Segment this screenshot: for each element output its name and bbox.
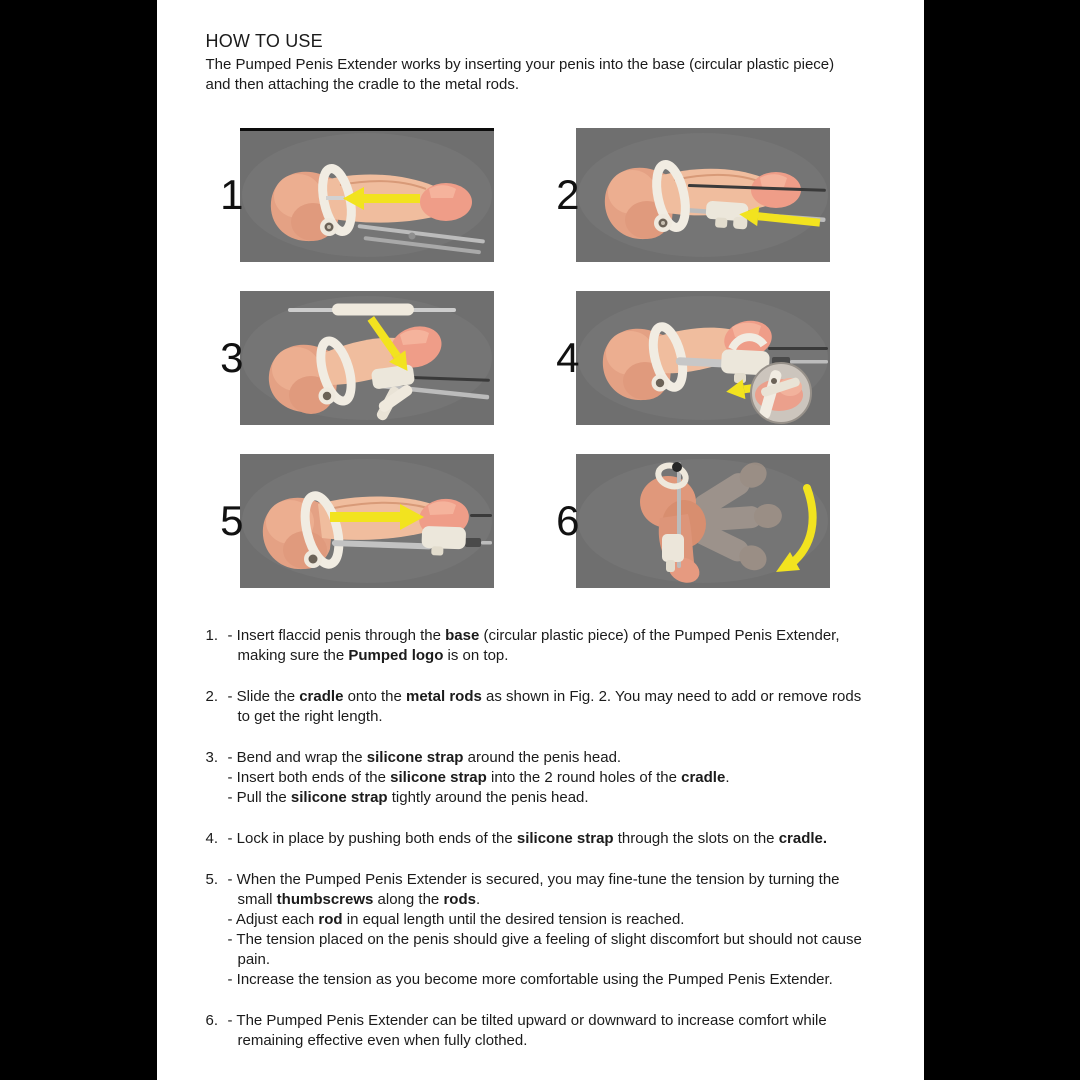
text-run: tightly around the penis head. — [387, 789, 589, 806]
bold-term: silicone strap — [516, 830, 614, 847]
text-run: into the 2 round holes of the — [486, 769, 682, 786]
instruction-bullets — [228, 829, 878, 849]
bold-term: silicone strap — [366, 749, 464, 766]
instructions-list — [206, 626, 924, 1051]
bullet-dash: - — [227, 931, 237, 948]
instruction-number: 2. — [205, 688, 219, 705]
bullet-dash: - — [227, 749, 237, 766]
instruction-bullets — [228, 687, 878, 727]
bullet-dash: - — [227, 1012, 237, 1029]
bold-term: silicone strap — [290, 789, 388, 806]
bold-term: cradle. — [778, 830, 828, 847]
figure-4-number: 4 — [556, 334, 580, 381]
bullet-dash: - — [227, 789, 237, 806]
instruction-bullets — [228, 748, 878, 808]
instruction-item — [206, 687, 924, 727]
figure-5 — [200, 454, 494, 588]
text-run: through the slots on the — [613, 830, 779, 847]
figure-5-illustration — [240, 454, 494, 588]
detail-inset — [751, 363, 811, 423]
instruction-bullet — [228, 626, 878, 666]
text-run: Insert both ends of the — [236, 769, 391, 786]
instruction-number: 5. — [205, 871, 219, 888]
text-run: as shown in Fig. 2. You may need to add or remove rods to get the right length. — [237, 688, 862, 725]
instruction-bullet — [228, 748, 878, 768]
instruction-bullet — [228, 768, 878, 788]
text-run: (circular plastic piece) of the Pumped Penis Extender, making sure the — [237, 627, 840, 664]
bold-term: thumbscrews — [276, 891, 374, 908]
instruction-item — [206, 626, 924, 666]
instruction-bullet — [228, 970, 878, 990]
text-run: Increase the tension as you become more comfortable using the Pumped Penis Extender. — [236, 971, 833, 988]
figure-1 — [200, 128, 494, 262]
figure-row-1 — [200, 128, 924, 262]
text-run: Lock in place by pushing both ends of the — [236, 830, 517, 847]
figure-row-2 — [200, 291, 924, 425]
bold-term: Pumped logo — [348, 647, 444, 664]
figure-3 — [200, 291, 494, 425]
text-run: Slide the — [236, 688, 300, 705]
text-run: onto the — [343, 688, 406, 705]
text-run: Insert flaccid penis through the — [236, 627, 446, 644]
text-run: along the — [373, 891, 444, 908]
instruction-bullet — [228, 930, 878, 970]
bold-term: cradle — [299, 688, 344, 705]
figure-2 — [536, 128, 830, 262]
bold-term: metal rods — [405, 688, 482, 705]
intro-text: The Pumped Penis Extender works by inserting your penis into the base (circular plastic piece) and then attaching the cradle to the metal rods. — [205, 56, 835, 93]
instruction-bullet — [228, 870, 878, 910]
bold-term: cradle — [681, 769, 726, 786]
bold-term: base — [445, 627, 480, 644]
instruction-item — [206, 829, 924, 849]
instruction-bullets — [228, 870, 878, 990]
text-run: is on top. — [443, 647, 509, 664]
text-run: . — [475, 891, 481, 908]
bullet-dash: - — [227, 688, 237, 705]
instruction-number: 1. — [205, 627, 219, 644]
text-run: Bend and wrap the — [236, 749, 367, 766]
instruction-item — [206, 748, 924, 808]
text-run: . — [725, 769, 730, 786]
figure-6-illustration — [576, 454, 830, 588]
bullet-dash: - — [227, 627, 237, 644]
text-run: The Pumped Penis Extender can be tilted upward or downward to increase comfort while remaining effective even when fully clothed. — [236, 1012, 827, 1049]
instruction-bullet — [228, 910, 878, 930]
figure-4-illustration — [576, 291, 830, 425]
instruction-bullets — [228, 1011, 878, 1051]
text-run: around the penis head. — [463, 749, 622, 766]
bullet-dash: - — [227, 871, 237, 888]
figure-3-number: 3 — [220, 334, 244, 381]
page-title: HOW TO USE — [205, 31, 323, 51]
figure-4 — [536, 291, 830, 425]
instruction-number: 6. — [205, 1012, 219, 1029]
instruction-bullets — [228, 626, 878, 666]
figure-6-number: 6 — [556, 497, 580, 544]
bullet-dash: - — [227, 911, 236, 928]
figure-row-3 — [200, 454, 924, 588]
figure-1-illustration — [240, 128, 494, 262]
figure-grid — [157, 128, 924, 588]
figure-2-illustration — [576, 128, 830, 262]
instruction-bullet — [228, 829, 878, 849]
bullet-dash: - — [227, 971, 237, 988]
figure-5-number: 5 — [220, 497, 244, 544]
bold-term: silicone strap — [390, 769, 487, 786]
instruction-bullet — [228, 788, 878, 808]
bold-term: rod — [318, 911, 343, 928]
figure-3-illustration — [240, 291, 494, 425]
instruction-bullet — [228, 1011, 878, 1051]
instruction-number: 4. — [205, 830, 219, 847]
text-run: in equal length until the desired tension is reached. — [342, 911, 685, 928]
instruction-item — [206, 1011, 924, 1051]
figure-2-number: 2 — [556, 171, 580, 218]
page — [157, 0, 924, 1080]
bold-term: rods — [443, 891, 476, 908]
instruction-number: 3. — [205, 749, 219, 766]
text-run: When the Pumped Penis Extender is secured, you may fine-tune the tension by turning the small — [236, 871, 840, 908]
text-run: Adjust each — [235, 911, 319, 928]
bullet-dash: - — [227, 830, 237, 847]
text-run: Pull the — [236, 789, 291, 806]
instruction-bullet — [228, 687, 878, 727]
text-run: The tension placed on the penis should give a feeling of slight discomfort but should not cause pain. — [236, 931, 862, 968]
bullet-dash: - — [227, 769, 237, 786]
figure-6 — [536, 454, 830, 588]
figure-1-number: 1 — [220, 171, 244, 218]
instruction-item — [206, 870, 924, 990]
